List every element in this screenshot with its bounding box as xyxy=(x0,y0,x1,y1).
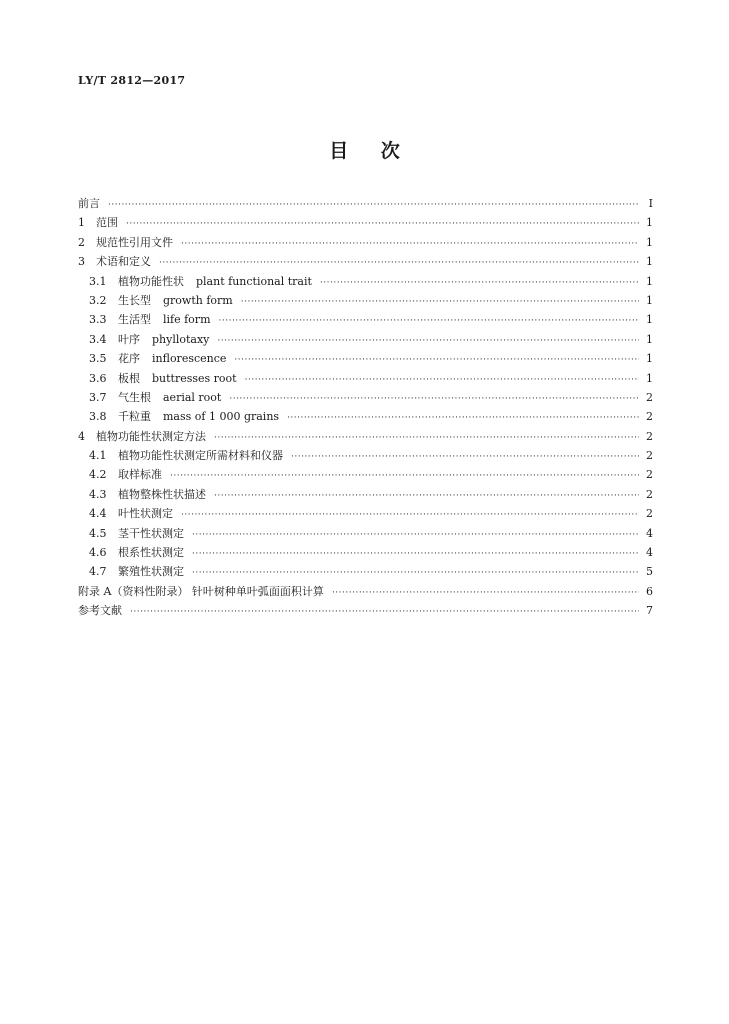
toc-entry-title: 板根 xyxy=(118,371,140,385)
toc-entry-title: 参考文献 xyxy=(78,604,122,618)
toc-entry[interactable] xyxy=(78,369,653,388)
dot-leader xyxy=(287,409,639,428)
toc-entry[interactable] xyxy=(78,524,653,543)
toc-entry[interactable] xyxy=(78,194,653,213)
toc-entry-title: 生长型 xyxy=(118,293,151,307)
toc-entry-number: 4.6 xyxy=(89,546,107,560)
toc-entry-english-term: life form xyxy=(163,313,211,327)
dot-leader xyxy=(170,467,639,486)
toc-entry[interactable] xyxy=(78,446,653,465)
toc-entry-number: 4.5 xyxy=(89,526,107,540)
toc-entry-page-number: 5 xyxy=(646,565,653,579)
toc-entry[interactable] xyxy=(78,504,653,523)
toc-entry-page-number: 1 xyxy=(646,371,653,385)
toc-entry-page-number: 1 xyxy=(646,235,653,249)
dot-leader xyxy=(219,312,640,331)
toc-entry-title: 规范性引用文件 xyxy=(96,235,173,249)
toc-entry-number: 1 xyxy=(78,216,85,230)
toc-entry-page-number: 2 xyxy=(646,449,653,463)
toc-entry[interactable] xyxy=(78,543,653,562)
toc-entry-number: 3.3 xyxy=(89,313,107,327)
toc-entry-number: 4.3 xyxy=(89,487,107,501)
toc-entry-page-number: 2 xyxy=(646,487,653,501)
table-of-contents xyxy=(78,194,653,621)
toc-entry-english-term: mass of 1 000 grains xyxy=(163,410,280,424)
toc-entry[interactable] xyxy=(78,233,653,252)
toc-entry[interactable] xyxy=(78,272,653,291)
page-title: 目 次 xyxy=(329,140,400,162)
toc-entry-title: 根系性状测定 xyxy=(118,546,184,560)
dot-leader xyxy=(192,545,639,564)
dot-leader xyxy=(320,274,639,293)
toc-entry[interactable] xyxy=(78,465,653,484)
dot-leader xyxy=(332,584,639,603)
toc-entry[interactable] xyxy=(78,427,653,446)
toc-entry-number: 4.4 xyxy=(89,507,107,521)
toc-entry-title: 叶序 xyxy=(118,332,140,346)
dot-leader xyxy=(291,448,639,467)
toc-entry-title: 术语和定义 xyxy=(96,255,151,269)
toc-entry-number: 4.1 xyxy=(89,449,107,463)
toc-entry[interactable] xyxy=(78,407,653,426)
toc-entry-english-term: growth form xyxy=(163,293,233,307)
toc-entry-title: 植物功能性状 xyxy=(118,274,184,288)
toc-entry[interactable] xyxy=(78,582,653,601)
toc-entry-number: 2 xyxy=(78,235,85,249)
toc-entry-page-number: 4 xyxy=(646,526,653,540)
toc-entry-page-number: 2 xyxy=(646,468,653,482)
toc-entry-page-number: 2 xyxy=(646,429,653,443)
toc-entry-english-term: inflorescence xyxy=(152,352,227,366)
dot-leader xyxy=(108,196,639,215)
toc-entry-page-number: 1 xyxy=(646,332,653,346)
toc-entry-number: 3 xyxy=(78,255,85,269)
toc-entry-number: 4.7 xyxy=(89,565,107,579)
toc-entry-page-number: 1 xyxy=(646,274,653,288)
dot-leader xyxy=(192,526,639,545)
dot-leader xyxy=(241,293,639,312)
toc-entry-title: 前言 xyxy=(78,197,100,210)
dot-leader xyxy=(234,351,639,370)
toc-entry[interactable] xyxy=(78,252,653,271)
toc-entry-page-number: 2 xyxy=(646,507,653,521)
toc-entry-number: 3.5 xyxy=(89,352,107,366)
toc-entry-title: 范围 xyxy=(96,216,118,230)
toc-entry[interactable] xyxy=(78,213,653,232)
toc-entry-title: 叶性状测定 xyxy=(118,507,173,521)
dot-leader xyxy=(214,487,639,506)
toc-entry-title: 气生根 xyxy=(118,390,151,404)
toc-entry-number: 3.4 xyxy=(89,332,107,346)
toc-entry[interactable] xyxy=(78,330,653,349)
toc-entry-page-number: 2 xyxy=(646,390,653,404)
toc-entry-page-number: 7 xyxy=(646,604,653,618)
toc-entry-title: 花序 xyxy=(118,352,140,366)
dot-leader xyxy=(181,506,639,525)
dot-leader xyxy=(130,603,639,622)
standard-code: LY/T 2812—2017 xyxy=(78,74,186,87)
toc-entry-page-number: 1 xyxy=(646,352,653,366)
toc-entry-number: 4 xyxy=(78,429,85,443)
dot-leader xyxy=(229,390,639,409)
dot-leader xyxy=(126,215,639,234)
toc-entry-title: 植物功能性状测定方法 xyxy=(96,429,206,443)
toc-entry-page-number: 1 xyxy=(646,293,653,307)
toc-entry-number: 3.8 xyxy=(89,410,107,424)
toc-entry-number: 3.6 xyxy=(89,371,107,385)
toc-entry-page-number: 4 xyxy=(646,546,653,560)
toc-entry-page-number: 2 xyxy=(646,410,653,424)
toc-entry-title: 繁殖性状测定 xyxy=(118,565,184,579)
toc-entry-title: 附录 A（资料性附录） 针叶树种单叶弧面面积计算 xyxy=(78,584,324,598)
toc-entry-title: 千粒重 xyxy=(118,410,151,424)
toc-entry-english-term: phyllotaxy xyxy=(152,332,210,346)
dot-leader xyxy=(181,235,639,254)
toc-entry[interactable] xyxy=(78,601,653,620)
toc-entry-page-number: 1 xyxy=(646,216,653,230)
toc-entry-english-term: buttresses root xyxy=(152,371,237,385)
toc-entry[interactable] xyxy=(78,562,653,581)
toc-entry-page-number: 6 xyxy=(646,584,653,598)
toc-entry-title: 生活型 xyxy=(118,313,151,327)
toc-entry-title: 植物功能性状测定所需材料和仪器 xyxy=(118,449,283,463)
toc-entry[interactable] xyxy=(78,310,653,329)
toc-entry-page-number: 1 xyxy=(646,313,653,327)
dot-leader xyxy=(217,332,639,351)
dot-leader xyxy=(245,371,639,390)
toc-entry[interactable] xyxy=(78,291,653,310)
toc-entry-page-number: Ⅰ xyxy=(648,197,653,210)
toc-entry-title: 取样标准 xyxy=(118,468,162,482)
toc-entry-english-term: aerial root xyxy=(163,390,222,404)
toc-entry-title: 植物整株性状描述 xyxy=(118,487,206,501)
toc-entry-number: 3.1 xyxy=(89,274,107,288)
toc-entry-number: 4.2 xyxy=(89,468,107,482)
toc-entry-number: 3.7 xyxy=(89,390,107,404)
toc-entry-page-number: 1 xyxy=(646,255,653,269)
toc-entry-number: 3.2 xyxy=(89,293,107,307)
toc-entry-title: 茎干性状测定 xyxy=(118,526,184,540)
toc-entry[interactable] xyxy=(78,349,653,368)
toc-entry[interactable] xyxy=(78,388,653,407)
toc-entry-english-term: plant functional trait xyxy=(196,274,312,288)
toc-entry[interactable] xyxy=(78,485,653,504)
